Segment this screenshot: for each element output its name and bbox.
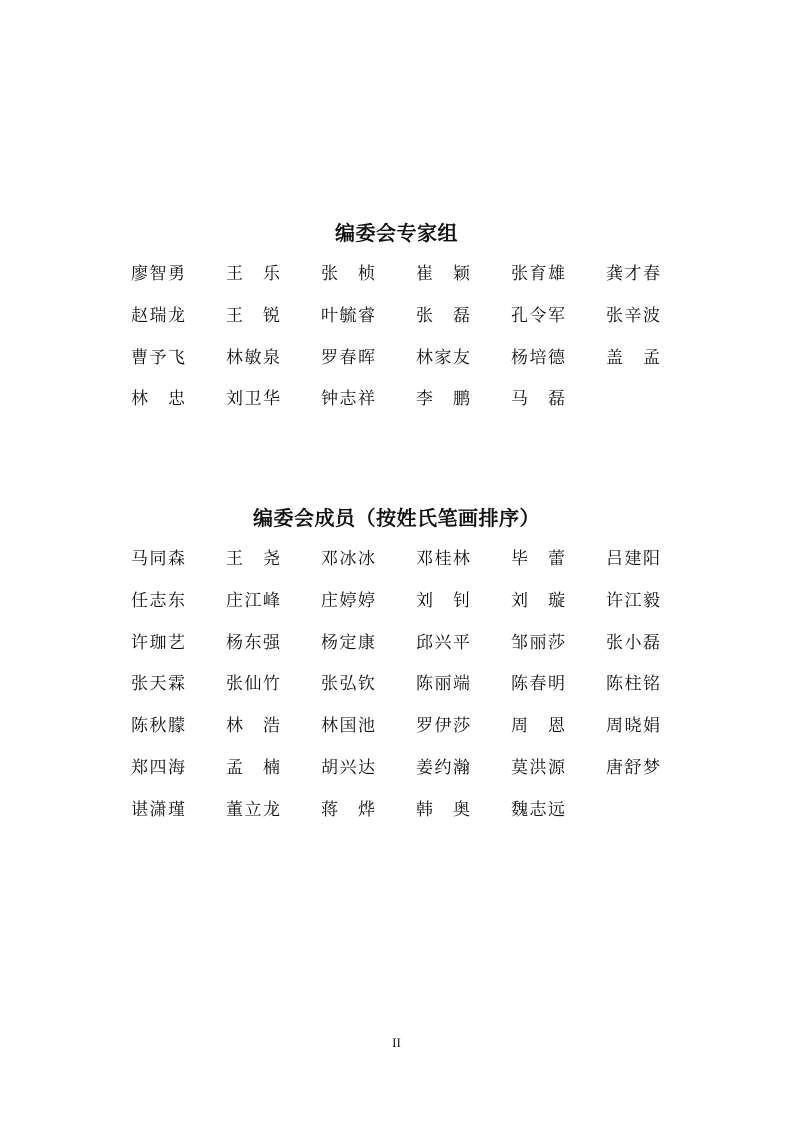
member-name: 刘卫华 — [226, 389, 280, 410]
member-name: 陈丽端 — [416, 674, 470, 695]
member-name: 谌潇瑾 — [131, 799, 185, 820]
section-title-committee-members: 编委会成员（按姓氏笔画排序） — [253, 506, 540, 530]
member-name: 曹予飞 — [131, 347, 185, 368]
member-name: 张 磊 — [416, 305, 470, 326]
member-name: 陈秋朦 — [131, 716, 185, 737]
member-name: 邹丽莎 — [511, 632, 565, 653]
member-name: 张小磊 — [606, 632, 660, 653]
member-name: 蒋 烨 — [321, 799, 375, 820]
member-name: 胡兴达 — [321, 757, 375, 778]
member-name: 张弘钦 — [321, 674, 375, 695]
member-name: 任志东 — [131, 590, 185, 611]
member-name: 孔令军 — [511, 305, 565, 326]
member-name: 赵瑞龙 — [131, 305, 185, 326]
member-name: 邓冰冰 — [321, 549, 375, 569]
expert-group-name-list — [131, 262, 701, 429]
member-name: 王 锐 — [226, 305, 280, 326]
member-name: 张育雄 — [511, 264, 565, 284]
member-name: 张辛波 — [606, 305, 660, 326]
member-name: 周晓娟 — [606, 716, 660, 737]
member-name: 罗伊莎 — [416, 716, 470, 737]
member-name: 姜约瀚 — [416, 757, 470, 778]
member-name: 庄婷婷 — [321, 590, 375, 611]
member-name: 刘 璇 — [511, 590, 565, 611]
member-name: 庄江峰 — [226, 590, 280, 611]
member-name: 魏志远 — [511, 799, 565, 820]
member-name: 邓桂林 — [416, 549, 470, 569]
member-name: 林 忠 — [131, 389, 185, 410]
member-name: 董立龙 — [226, 799, 280, 820]
member-name: 郑四海 — [131, 757, 185, 778]
member-name: 陈柱铭 — [606, 674, 660, 695]
member-name: 杨东强 — [226, 632, 280, 653]
member-name: 张仙竹 — [226, 674, 280, 695]
member-name: 许江毅 — [606, 590, 660, 611]
committee-members-name-list — [131, 547, 701, 840]
member-name: 马 磊 — [511, 389, 565, 410]
member-name: 孟 楠 — [226, 757, 280, 778]
section-title-expert-group: 编委会专家组 — [335, 221, 458, 245]
member-name: 吕建阳 — [606, 549, 660, 569]
member-name: 刘 钊 — [416, 590, 470, 611]
member-name: 杨培德 — [511, 347, 565, 368]
member-name: 陈春明 — [511, 674, 565, 695]
member-name: 张天霖 — [131, 674, 185, 695]
member-name: 王 乐 — [226, 264, 280, 284]
member-name: 毕 蕾 — [511, 549, 565, 569]
member-name: 邱兴平 — [416, 632, 470, 653]
member-name: 林国池 — [321, 716, 375, 737]
member-name: 罗春晖 — [321, 347, 375, 368]
member-name: 林家友 — [416, 347, 470, 368]
member-name: 马同森 — [131, 549, 185, 569]
member-name: 李 鹏 — [416, 389, 470, 410]
member-name: 韩 奥 — [416, 799, 470, 820]
member-name: 龚才春 — [606, 264, 660, 284]
member-name: 钟志祥 — [321, 389, 375, 410]
member-name: 莫洪源 — [511, 757, 565, 778]
member-name: 周 恩 — [511, 716, 565, 737]
member-name: 杨定康 — [321, 632, 375, 653]
member-name: 廖智勇 — [131, 264, 185, 284]
member-name: 叶毓睿 — [321, 305, 375, 326]
member-name: 唐舒梦 — [606, 757, 660, 778]
member-name: 许珈艺 — [131, 632, 185, 653]
member-name: 林 浩 — [226, 716, 280, 737]
member-name: 张 桢 — [321, 264, 375, 284]
member-name: 林敏泉 — [226, 347, 280, 368]
page-number: II — [392, 1035, 401, 1050]
member-name: 盖 孟 — [606, 347, 660, 368]
member-name: 崔 颖 — [416, 264, 470, 284]
member-name: 王 尧 — [226, 549, 280, 569]
